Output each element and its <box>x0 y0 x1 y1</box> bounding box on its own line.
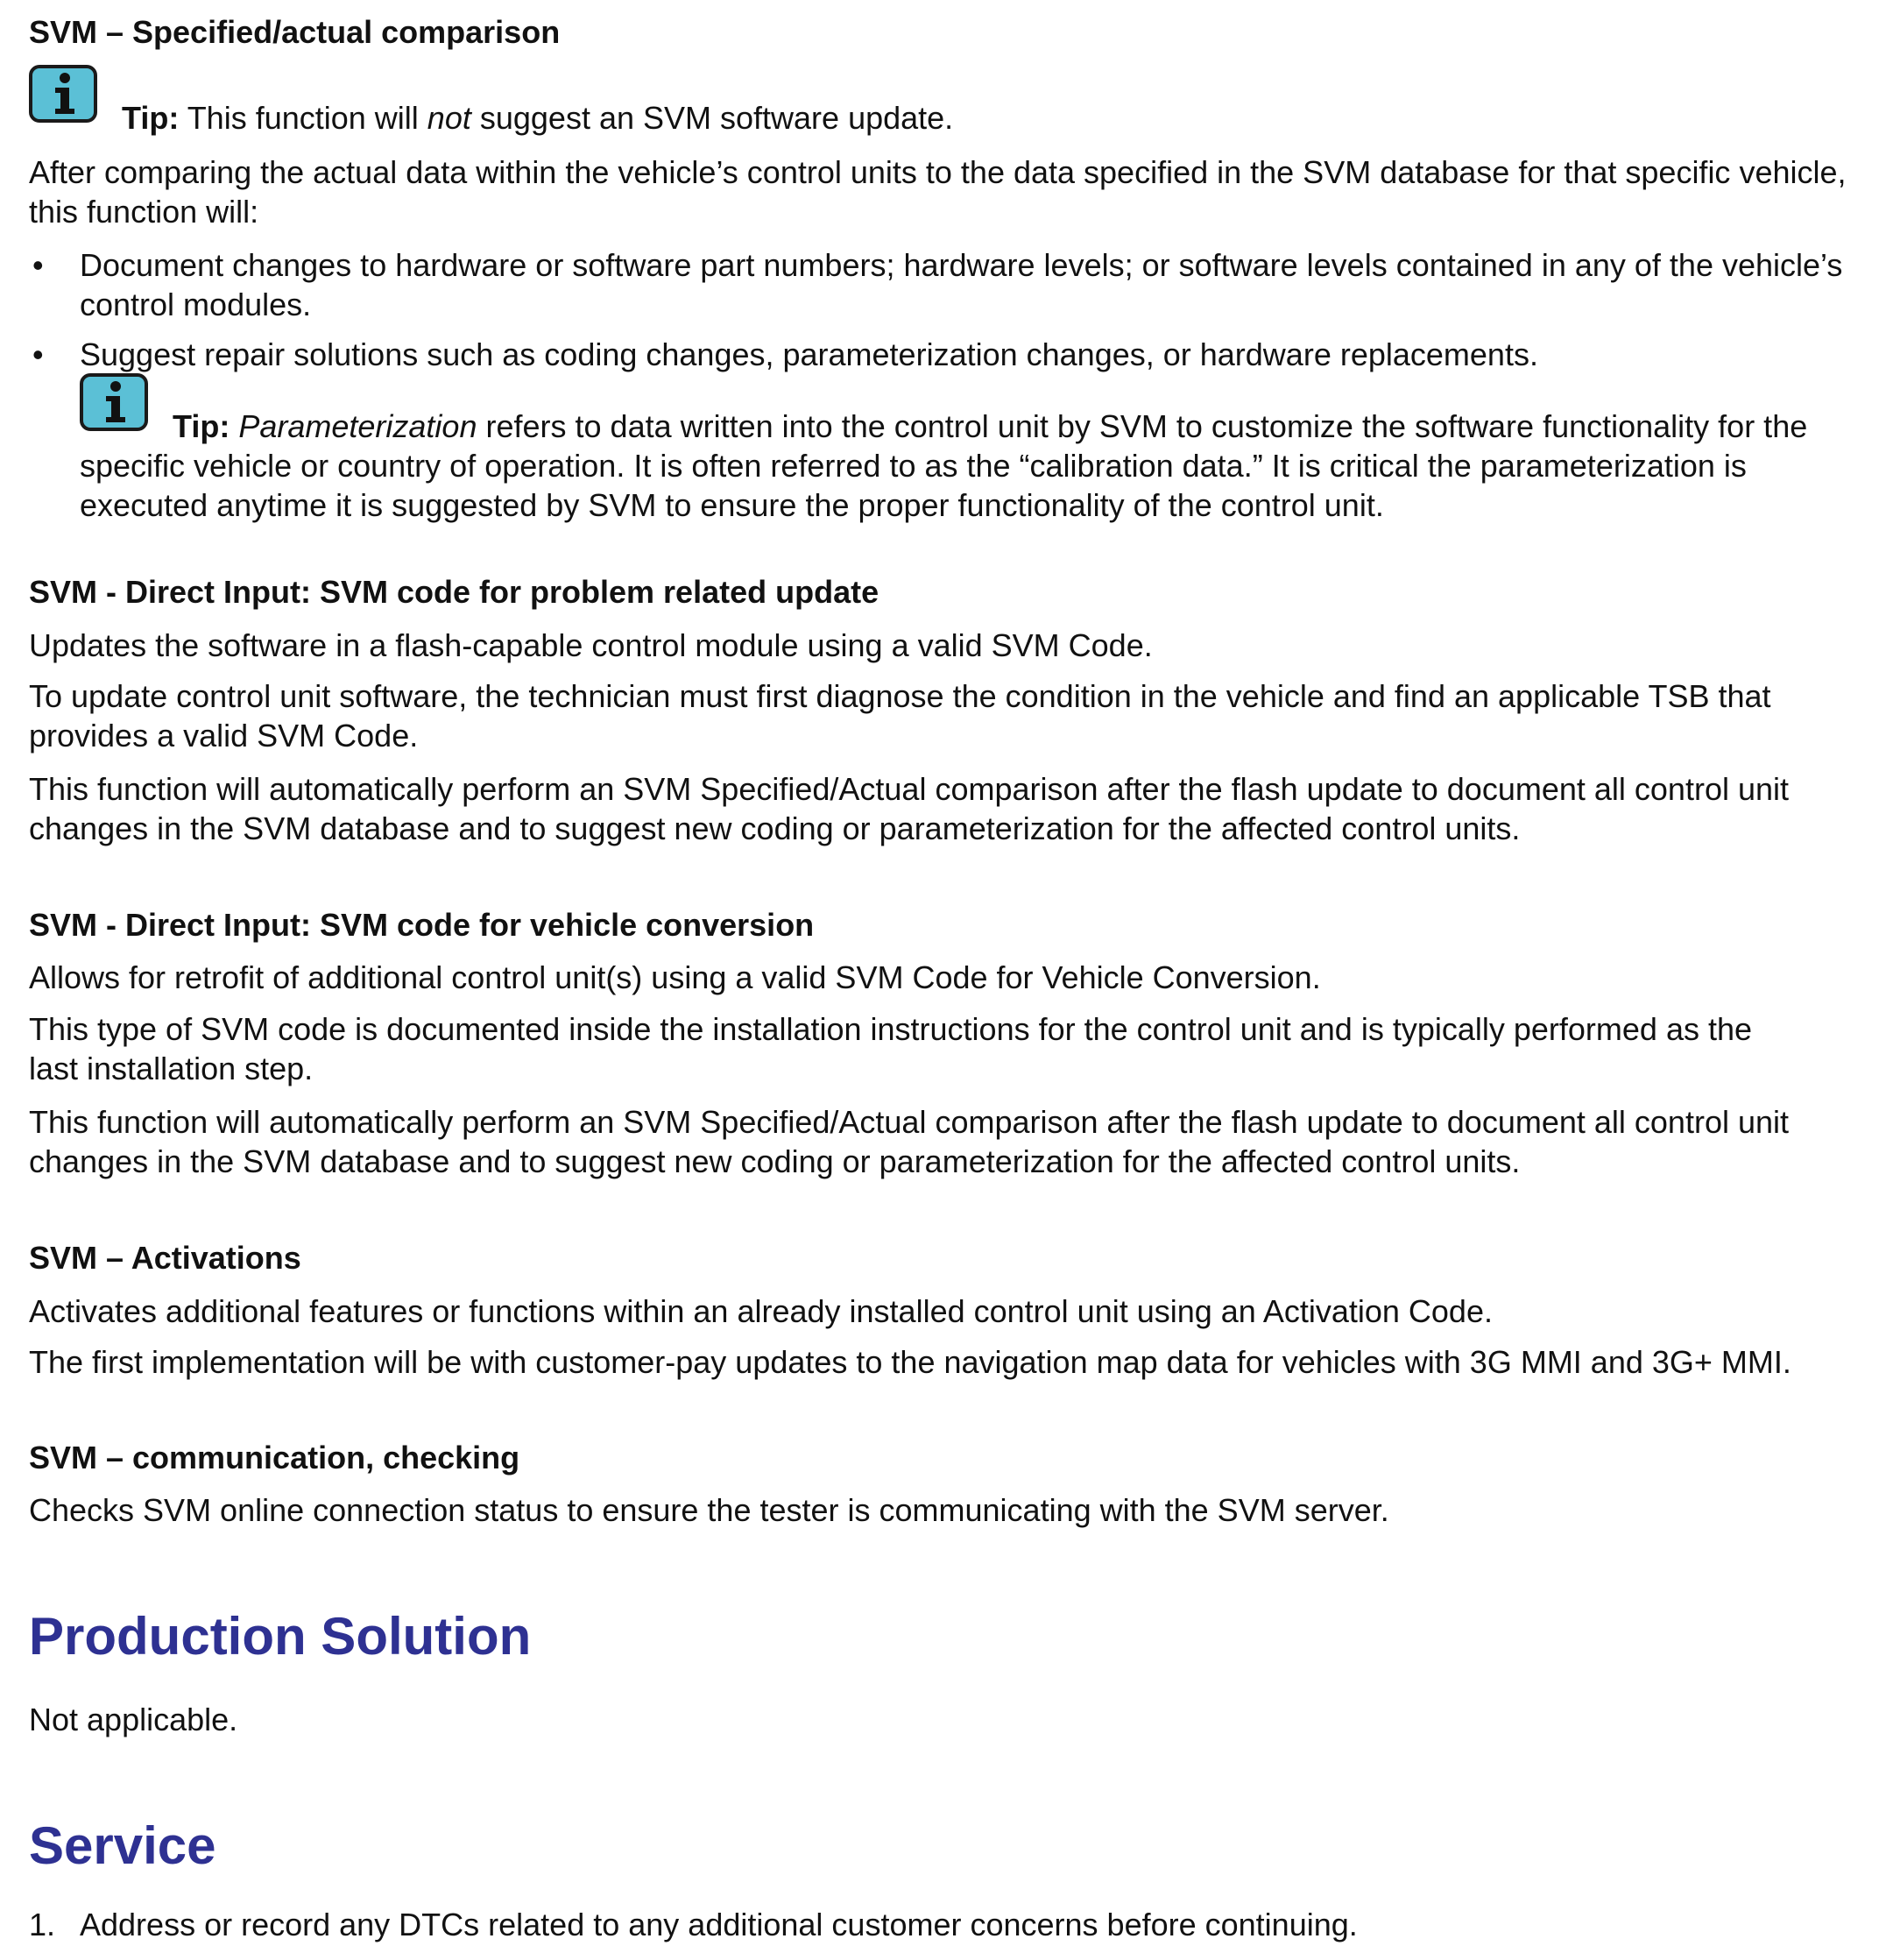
tip-label: Tip: <box>122 100 180 136</box>
tip-text-pre: This function will <box>187 100 419 136</box>
step-text: Address or record any DTCs related to any additional customer concerns before continuing. <box>80 1907 1358 1942</box>
paragraph: Allows for retrofit of additional control unit(s) using a valid SVM Code for Vehicle Conversion. <box>29 959 1321 995</box>
tip-text-post: suggest an SVM software update. <box>479 100 954 136</box>
paragraph: To update control unit software, the technician must first diagnose the condition in the vehicle and find an applicable TSB that provides a valid SVM Code. <box>29 678 1771 754</box>
section-heading: SVM – Activations <box>29 1240 301 1276</box>
section-heading: SVM - Direct Input: SVM code for problem related update <box>29 574 879 610</box>
section-heading: SVM – Specified/actual comparison <box>29 14 561 50</box>
page-title: Service <box>29 1816 216 1875</box>
tip-note <box>29 65 1851 136</box>
list-item <box>29 1905 1867 1944</box>
section-heading: SVM – communication, checking <box>29 1440 520 1475</box>
tip-text-emph: Parameterization <box>238 408 477 444</box>
list-item <box>29 335 1851 374</box>
paragraph: Activates additional features or functions within an already installed control unit using an Activation Code. <box>29 1293 1493 1329</box>
page-title: Production Solution <box>29 1607 532 1666</box>
step-number: 1. <box>29 1907 56 1942</box>
bullet-icon: • <box>32 247 44 283</box>
bullet-text: Document changes to hardware or software part numbers; hardware levels; or software levels contained in any of the vehicle’s control modules. <box>80 247 1843 322</box>
bullet-text: Suggest repair solutions such as coding changes, parameterization changes, or hardware replacements. <box>80 336 1538 372</box>
intro-paragraph: After comparing the actual data within the vehicle’s control units to the data specified in the SVM database for that specific vehicle, this function will: <box>29 154 1847 230</box>
tip-text-emph: not <box>427 100 471 136</box>
info-icon <box>29 65 97 123</box>
paragraph: This function will automatically perform an SVM Specified/Actual comparison after the flash update to document all control unit changes in the SVM database and to suggest new coding or parameterization for the affected control units. <box>29 1104 1790 1179</box>
bullet-icon: • <box>32 336 44 372</box>
paragraph: Updates the software in a flash-capable control module using a valid SVM Code. <box>29 627 1153 663</box>
paragraph: Not applicable. <box>29 1702 238 1737</box>
paragraph: The first implementation will be with customer-pay updates to the navigation map data for vehicles with 3G MMI and 3G+ MMI. <box>29 1344 1791 1380</box>
tip-text <box>122 98 953 138</box>
tip-label: Tip: <box>173 408 230 444</box>
paragraph: Checks SVM online connection status to ensure the tester is communicating with the SVM server. <box>29 1492 1389 1528</box>
paragraph: This type of SVM code is documented inside the installation instructions for the control unit and is typically performed as the last installation step. <box>29 1011 1753 1086</box>
tip-text-rest: refers to data written into the control unit by SVM to customize the software functionality for the specific vehicle or country of operation. It is often referred to as the “calibration data.” It is critical the parameterization is executed anytime it is suggested by SVM to ensure the proper functionality of the control unit. <box>80 408 1808 523</box>
paragraph: This function will automatically perform an SVM Specified/Actual comparison after the flash update to document all control unit changes in the SVM database and to suggest new coding or parameterization for the affected control units. <box>29 771 1790 846</box>
list-item <box>29 245 1851 324</box>
section-heading: SVM - Direct Input: SVM code for vehicle conversion <box>29 907 815 943</box>
tip-text <box>80 407 1868 525</box>
